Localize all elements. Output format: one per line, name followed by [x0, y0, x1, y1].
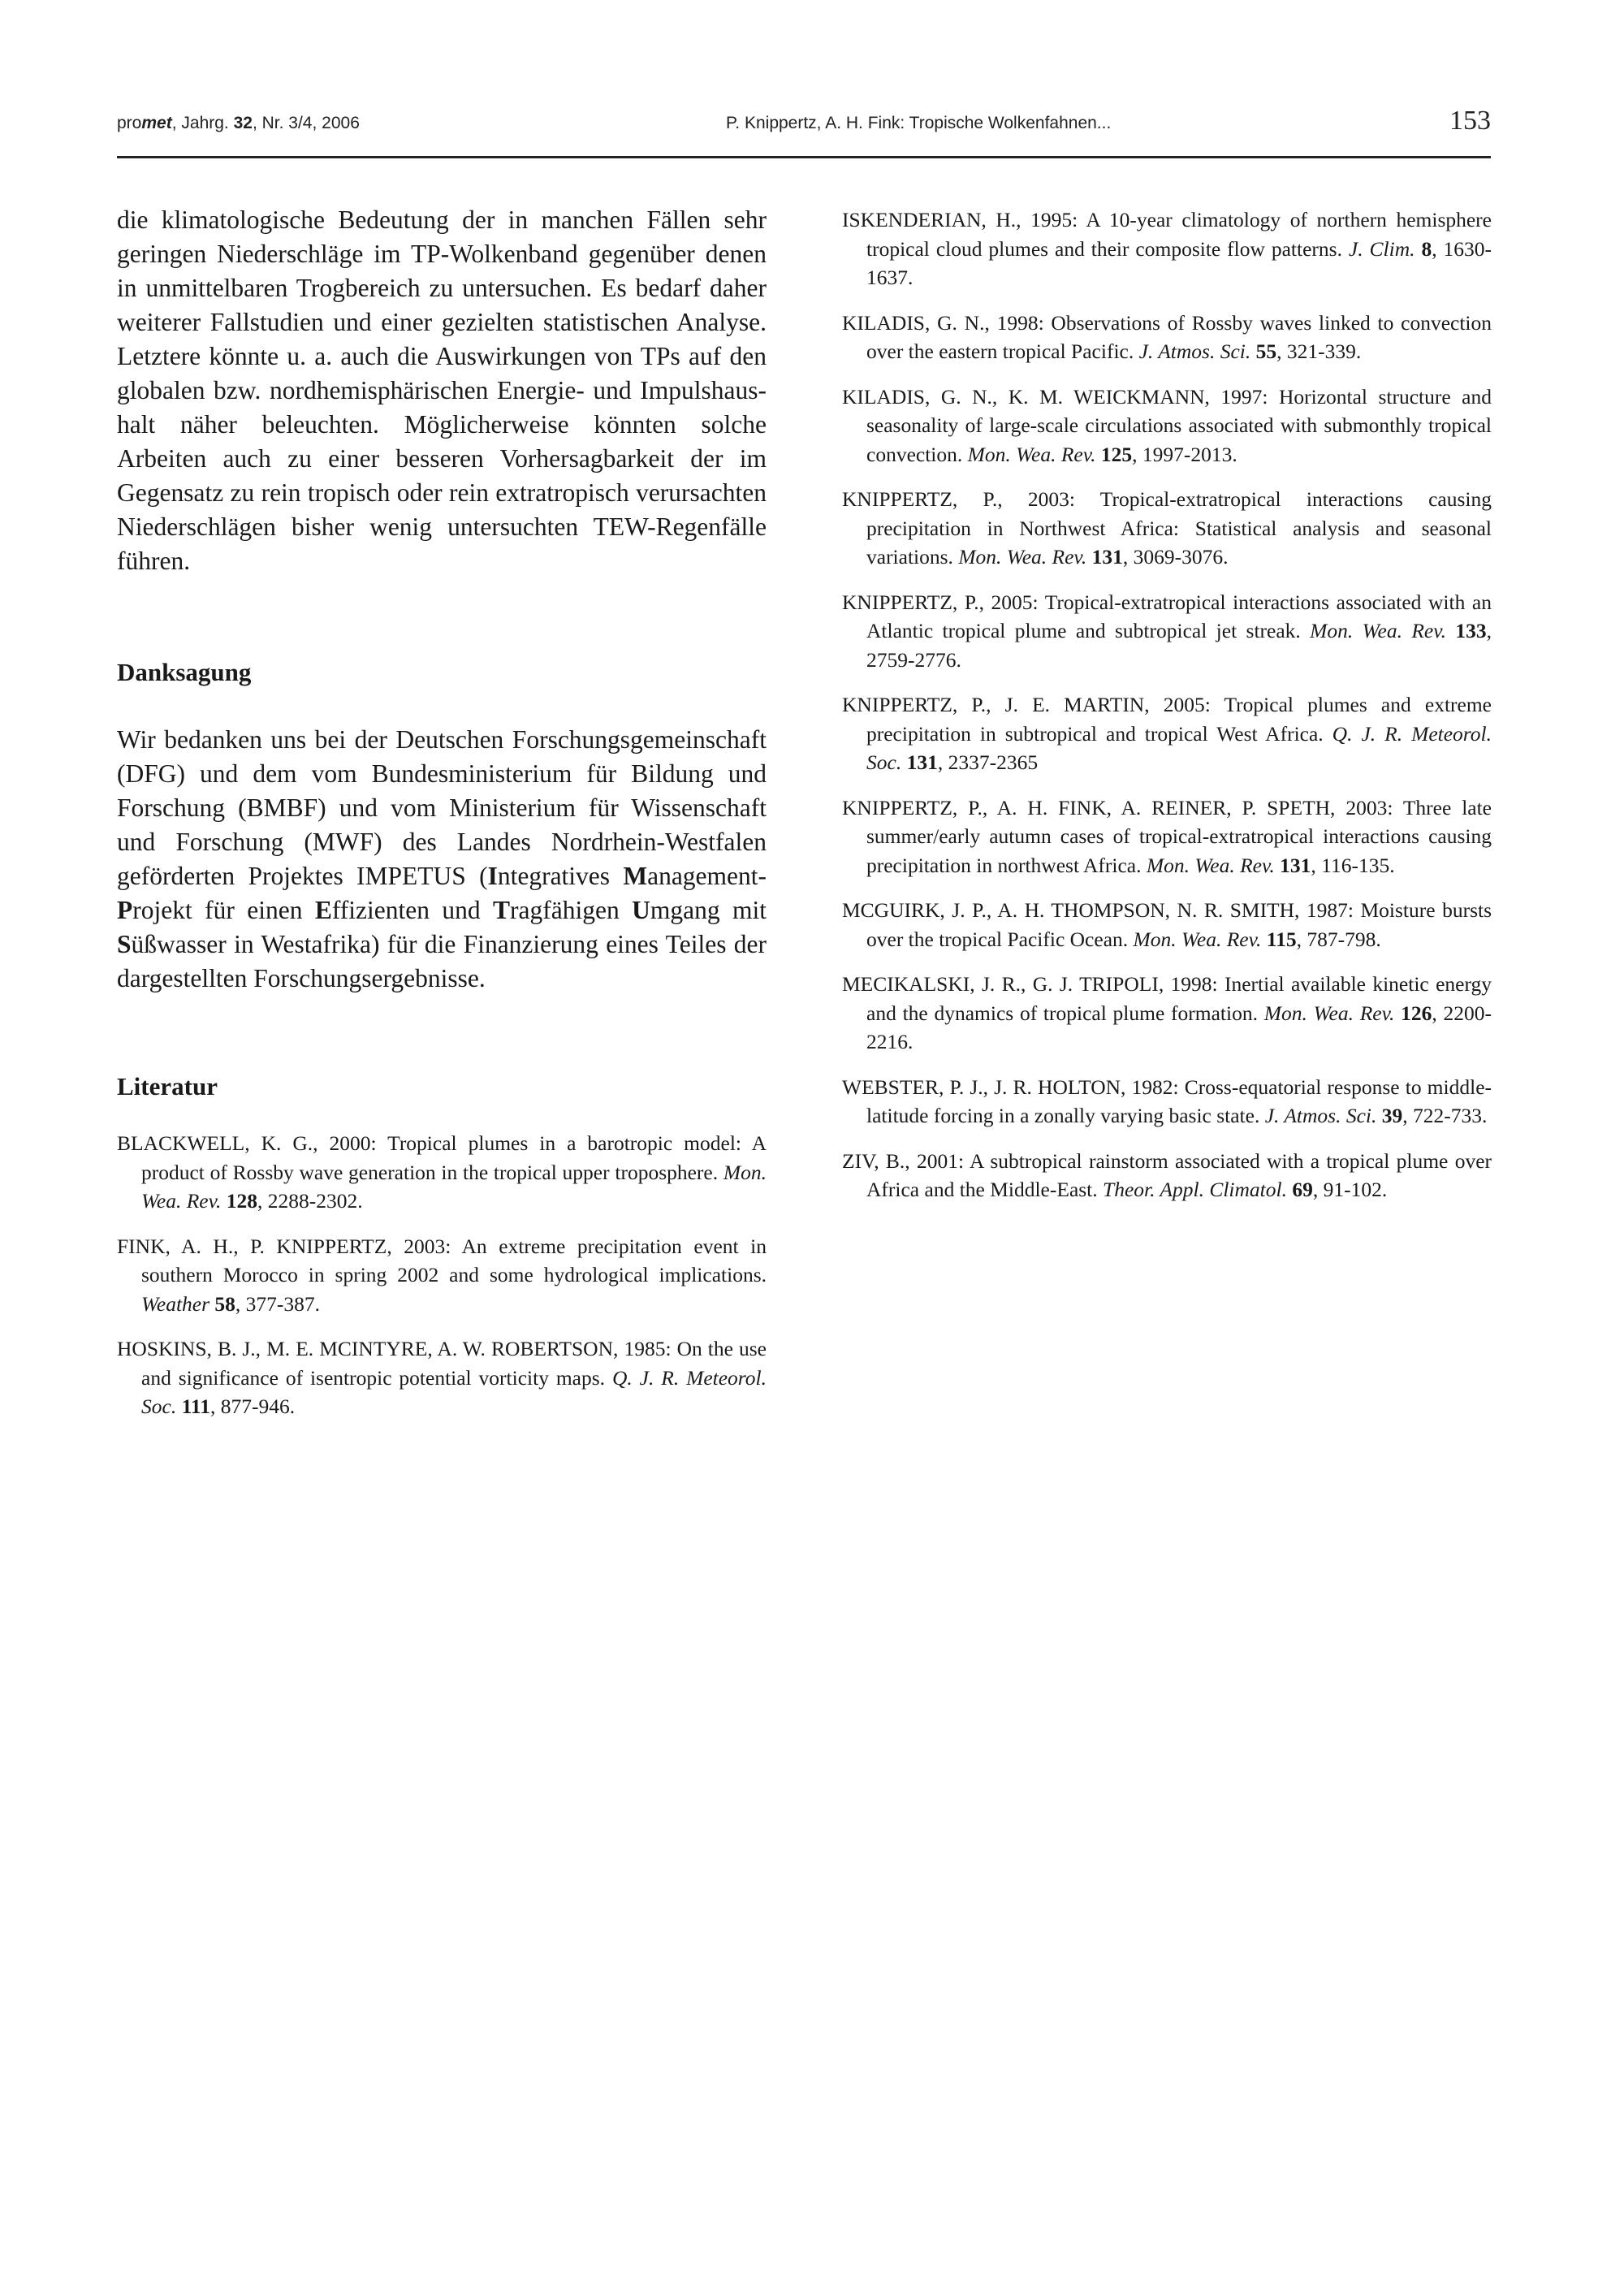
left-column — [117, 203, 767, 1438]
reference-item: KILADIS, G. N., 1998: Observations of Rossby waves linked to convection over the eastern tropical Pacific. J. Atmos. Sci. 55, 321-339. — [842, 310, 1492, 363]
journal-citation — [117, 114, 360, 133]
literature-heading: Literatur — [117, 1072, 218, 1100]
reference-item: HOSKINS, B. J., M. E. MCINTYRE, A. W. ROBERTSON, 1985: On the use and significance of isentropic potential vorticity maps. Q. J. R. Meteorol. Soc. 111, 877-946. — [117, 1337, 767, 1418]
journal-year-label: , Jahrg. — [171, 114, 234, 132]
reference-item: WEBSTER, P. J., J. R. HOLTON, 1982: Cross-equatorial response to middle-latitude forcing in a zonally varying basic state. J. Atmos. Sci. 39, 722-733. — [842, 1074, 1492, 1127]
reference-list-right — [842, 205, 1492, 1204]
page-number: 153 — [1449, 106, 1491, 136]
reference-item: ISKENDERIAN, H., 1995: A 10-year climatology of northern hemisphere tropical cloud plumes and their composite flow patterns. J. Clim. 8, 1630-1637. — [842, 208, 1492, 289]
reference-item: KNIPPERTZ, P., J. E. MARTIN, 2005: Tropical plumes and extreme precipitation in subtropical and tropical West Africa. Q. J. R. Meteorol. Soc. 131, 2337-2365 — [842, 693, 1492, 774]
acknowledgement-heading: Danksagung — [117, 658, 252, 686]
reference-item: KNIPPERTZ, P., A. H. FINK, A. REINER, P. SPETH, 2003: Three late summer/early autumn cases of tropical-extratropical interactions causing precipitation in northwest Africa. Mon. Wea. Rev. 131, 116-135. — [842, 795, 1492, 877]
reference-item: ZIV, B., 2001: A subtropical rainstorm associated with a tropical plume over Africa and the Middle-East. Theor. Appl. Climatol. 69, 91-102. — [842, 1148, 1492, 1201]
reference-item: KNIPPERTZ, P., 2005: Tropical-extratropical interactions associated with an Atlantic tropical plume and subtropical jet streak. Mon. Wea. Rev. 133, 2759-2776. — [842, 590, 1492, 672]
acknowledgement-paragraph: Wir bedanken uns bei der Deutschen Forschungsgemeinschaft (DFG) und dem vom Bundesministerium für Bildung und Forschung (BMBF) und vom Ministerium für Wissenschaft und Forschung (MWF) des Landes Nordrhein-Westfalen geförderten Projektes IMPETUS (Integratives Management-Projekt für einen Effizienten und Tragfähigen Umgang mit Süßwasser in Westafrika) für die Finanzierung eines Teiles der dargestellten Forschungsergebnisse. — [117, 725, 767, 992]
header-rule — [117, 156, 1491, 158]
reference-item: BLACKWELL, K. G., 2000: Tropical plumes in a barotropic model: A product of Rossby wave generation in the tropical upper troposphere. Mon. Wea. Rev. 128, 2288-2302. — [117, 1131, 767, 1213]
journal-name-accent: met — [141, 114, 172, 132]
reference-item: MCGUIRK, J. P., A. H. THOMPSON, N. R. SMITH, 1987: Moisture bursts over the tropical Pacific Ocean. Mon. Wea. Rev. 115, 787-798. — [842, 898, 1492, 951]
intro-paragraph: die klimatologische Bedeutung der in manchen Fällen sehr geringen Niederschläge im TP-Wolkenband gegenüber denen in unmittelbaren Trogbereich zu untersuchen. Es bedarf daher weiterer Fallstudien und einer gezielten statistischen Analyse. Letztere könnte u. a. auch die Auswirkungen von TPs auf den globalen bzw. nordhemisphärischen Energie- und Impulshaushalt näher beleuchten. Möglicherweise könnten solche Arbeiten auch zu einer besseren Vorhersagbarkeit der im Gegensatz zu rein tropisch oder rein extratropisch verursachten Niederschlägen bisher wenig untersuchten TEW-Regenfälle führen. — [117, 205, 767, 575]
reference-item: FINK, A. H., P. KNIPPERTZ, 2003: An extreme precipitation event in southern Morocco in spring 2002 and some hydrological implications. Weather 58, 377-387. — [117, 1234, 767, 1316]
reference-item: MECIKALSKI, J. R., G. J. TRIPOLI, 1998: Inertial available kinetic energy and the dynamics of tropical plume formation. Mon. Wea. Rev. 126, 2200-2216. — [842, 972, 1492, 1053]
reference-item: KILADIS, G. N., K. M. WEICKMANN, 1997: Horizontal structure and seasonality of large-scale circulations associated with submonthly tropical convection. Mon. Wea. Rev. 125, 1997-2013. — [842, 384, 1492, 466]
running-title: P. Knippertz, A. H. Fink: Tropische Wolkenfahnen... — [726, 114, 1112, 132]
journal-name-prefix: pro — [117, 114, 142, 132]
running-header — [117, 104, 1491, 136]
reference-list-left — [117, 1129, 767, 1421]
right-column — [842, 205, 1492, 1221]
journal-issue: , Nr. 3/4, 2006 — [252, 114, 360, 132]
reference-item: KNIPPERTZ, P., 2003: Tropical-extratropical interactions causing precipitation in Northwest Africa: Statistical analysis and seasonal variations. Mon. Wea. Rev. 131, 3069-3076. — [842, 487, 1492, 569]
journal-volume: 32 — [233, 114, 253, 132]
